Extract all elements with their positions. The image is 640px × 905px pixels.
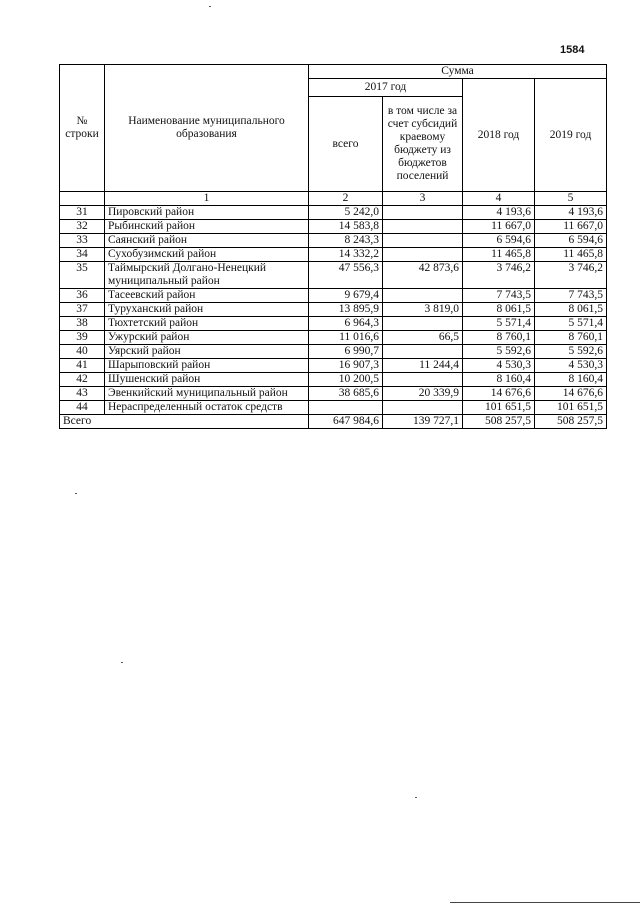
value-2019: 8 760,1 [535, 331, 607, 345]
total-label: Всего [60, 415, 309, 429]
value-2017-subsidy [383, 317, 463, 331]
table-row [60, 289, 607, 303]
value-2017-subsidy: 3 819,0 [383, 303, 463, 317]
value-2017-subsidy [383, 345, 463, 359]
column-number [60, 192, 105, 206]
row-number: 33 [60, 234, 105, 248]
total-2018: 508 257,5 [463, 415, 535, 429]
value-2017-subsidy [383, 373, 463, 387]
page-number: 1584 [560, 44, 585, 56]
municipality-name: Саянский район [105, 234, 309, 248]
column-number-row [60, 192, 607, 206]
header-2017-total: всего [309, 97, 383, 192]
value-2017-total: 8 243,3 [309, 234, 383, 248]
value-2017-total: 6 964,3 [309, 317, 383, 331]
header-2018: 2018 год [463, 79, 535, 192]
total-2017: 647 984,6 [309, 415, 383, 429]
table-row [60, 220, 607, 234]
table-row [60, 345, 607, 359]
table-row [60, 248, 607, 262]
value-2018: 5 571,4 [463, 317, 535, 331]
value-2017-subsidy: 66,5 [383, 331, 463, 345]
value-2019: 11 667,0 [535, 220, 607, 234]
municipality-name: Пировский район [105, 206, 309, 220]
table-row [60, 262, 607, 289]
municipality-name: Рыбинский район [105, 220, 309, 234]
row-number: 31 [60, 206, 105, 220]
scan-edge-line [450, 902, 640, 903]
column-number: 3 [383, 192, 463, 206]
municipality-name: Тасеевский район [105, 289, 309, 303]
total-row [60, 415, 607, 429]
value-2019: 4 193,6 [535, 206, 607, 220]
municipality-name: Ужурский район [105, 331, 309, 345]
row-number: 35 [60, 262, 105, 289]
value-2017-total: 47 556,3 [309, 262, 383, 289]
scan-speck [121, 662, 123, 663]
value-2017-total: 13 895,9 [309, 303, 383, 317]
municipality-name: Эвенкийский муниципальный район [105, 387, 309, 401]
value-2017-total: 9 679,4 [309, 289, 383, 303]
value-2017-total: 16 907,3 [309, 359, 383, 373]
header-row-number: № строки [60, 65, 105, 192]
header-sum: Сумма [309, 65, 607, 79]
table-row [60, 401, 607, 415]
value-2017-subsidy [383, 401, 463, 415]
table-row [60, 206, 607, 220]
municipality-name: Шушенский район [105, 373, 309, 387]
value-2018: 11 465,8 [463, 248, 535, 262]
value-2019: 6 594,6 [535, 234, 607, 248]
value-2017-total: 38 685,6 [309, 387, 383, 401]
table-row [60, 303, 607, 317]
header-2017-subsidy: в том числе за счет субсидий краевому бюджету из бюджетов поселений [383, 97, 463, 192]
value-2019: 11 465,8 [535, 248, 607, 262]
value-2017-total: 14 332,2 [309, 248, 383, 262]
table-row [60, 373, 607, 387]
value-2018: 8 760,1 [463, 331, 535, 345]
header-2017: 2017 год [309, 79, 463, 97]
value-2019: 14 676,6 [535, 387, 607, 401]
value-2018: 5 592,6 [463, 345, 535, 359]
row-number: 44 [60, 401, 105, 415]
value-2017-total: 11 016,6 [309, 331, 383, 345]
value-2017-total: 14 583,8 [309, 220, 383, 234]
row-number: 32 [60, 220, 105, 234]
value-2019: 3 746,2 [535, 262, 607, 289]
column-number: 2 [309, 192, 383, 206]
municipality-name: Сухобузимский район [105, 248, 309, 262]
value-2018: 4 530,3 [463, 359, 535, 373]
table-row [60, 317, 607, 331]
value-2017-subsidy: 42 873,6 [383, 262, 463, 289]
total-2019: 508 257,5 [535, 415, 607, 429]
row-number: 39 [60, 331, 105, 345]
column-number: 4 [463, 192, 535, 206]
value-2017-total: 5 242,0 [309, 206, 383, 220]
value-2019: 8 160,4 [535, 373, 607, 387]
value-2018: 8 160,4 [463, 373, 535, 387]
value-2018: 3 746,2 [463, 262, 535, 289]
value-2017-subsidy [383, 248, 463, 262]
value-2017-subsidy: 11 244,4 [383, 359, 463, 373]
value-2017-subsidy: 20 339,9 [383, 387, 463, 401]
row-number: 38 [60, 317, 105, 331]
value-2017-subsidy [383, 220, 463, 234]
value-2017-total: 10 200,5 [309, 373, 383, 387]
municipality-name: Уярский район [105, 345, 309, 359]
row-number: 41 [60, 359, 105, 373]
value-2017-subsidy [383, 289, 463, 303]
value-2019: 5 592,6 [535, 345, 607, 359]
row-number: 43 [60, 387, 105, 401]
row-number: 37 [60, 303, 105, 317]
header-2019: 2019 год [535, 79, 607, 192]
value-2017-subsidy [383, 234, 463, 248]
value-2018: 14 676,6 [463, 387, 535, 401]
row-number: 40 [60, 345, 105, 359]
value-2018: 11 667,0 [463, 220, 535, 234]
value-2019: 5 571,4 [535, 317, 607, 331]
municipality-name: Нераспределенный остаток средств [105, 401, 309, 415]
scan-speck [209, 6, 211, 7]
value-2017-total: 6 990,7 [309, 345, 383, 359]
budget-table [59, 64, 607, 429]
value-2019: 8 061,5 [535, 303, 607, 317]
value-2018: 8 061,5 [463, 303, 535, 317]
municipality-name: Таймырский Долгано-Ненецкий муниципальный район [105, 262, 309, 289]
table-row [60, 359, 607, 373]
row-number: 42 [60, 373, 105, 387]
table-row [60, 234, 607, 248]
row-number: 34 [60, 248, 105, 262]
total-2017-subsidy: 139 727,1 [383, 415, 463, 429]
scan-speck [75, 493, 77, 494]
value-2018: 4 193,6 [463, 206, 535, 220]
table-row [60, 331, 607, 345]
value-2019: 4 530,3 [535, 359, 607, 373]
value-2018: 101 651,5 [463, 401, 535, 415]
municipality-name: Шарыповский район [105, 359, 309, 373]
value-2018: 6 594,6 [463, 234, 535, 248]
municipality-name: Туруханский район [105, 303, 309, 317]
header-name: Наименование муниципального образования [105, 65, 309, 192]
value-2019: 7 743,5 [535, 289, 607, 303]
row-number: 36 [60, 289, 105, 303]
column-number: 1 [105, 192, 309, 206]
table-row [60, 387, 607, 401]
scan-speck [415, 797, 417, 798]
municipality-name: Тюхтетский район [105, 317, 309, 331]
value-2018: 7 743,5 [463, 289, 535, 303]
column-number: 5 [535, 192, 607, 206]
value-2017-total [309, 401, 383, 415]
value-2019: 101 651,5 [535, 401, 607, 415]
value-2017-subsidy [383, 206, 463, 220]
